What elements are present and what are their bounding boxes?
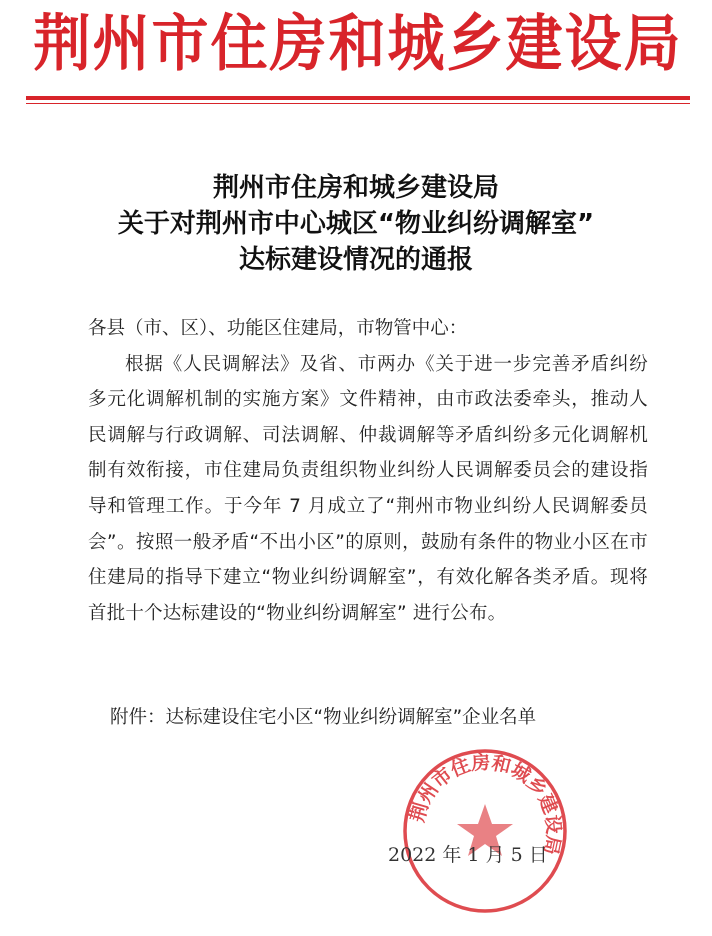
attachment-note: 附件：达标建设住宅小区“物业纠纷调解室”企业名单 bbox=[110, 707, 537, 728]
document-title-line-3: 达标建设情况的通报 bbox=[238, 245, 473, 275]
body-paragraph: 根据《人民调解法》及省、市两办《关于进一步完善矛盾纠纷多元化调解机制的实施方案》文件精神，由市政法委牵头，推动人民调解与行政调解、司法调解、仲裁调解等矛盾纠纷多元化调解机制有效衔接，市住建局负责组织物业纠纷人民调解委员会的建设指导和管理工作。于今年 7 月成立了“荆州市物业纠纷人民调解委员会”。按照一般矛盾“不出小区”的原则，鼓励有条件的物业小区在市住建局的指导下建立“物业纠纷调解室”，有效化解各类矛盾。现将首批十个达标建设的“物业纠纷调解室” 进行公布。 bbox=[88, 353, 648, 624]
red-rule-divider bbox=[26, 96, 690, 100]
document-title-line-2: 关于对荆州市中心城区“物业纠纷调解室” bbox=[117, 209, 595, 239]
document-title bbox=[40, 170, 672, 278]
red-rule-divider-thin bbox=[26, 103, 690, 104]
letterhead bbox=[26, 6, 690, 94]
letterhead-title: 荆州市住房和城乡建设局 bbox=[33, 8, 683, 80]
document-title-line-1: 荆州市住房和城乡建设局 bbox=[212, 173, 499, 203]
salutation: 各县（市、区）、功能区住建局，市物管中心： bbox=[88, 318, 468, 339]
seal-text: 荆州市住房和城乡建设局 bbox=[406, 751, 565, 857]
document-date: 2022 年 1 月 5 日 bbox=[388, 844, 548, 866]
document-body bbox=[88, 311, 648, 631]
official-seal-icon bbox=[400, 746, 570, 916]
